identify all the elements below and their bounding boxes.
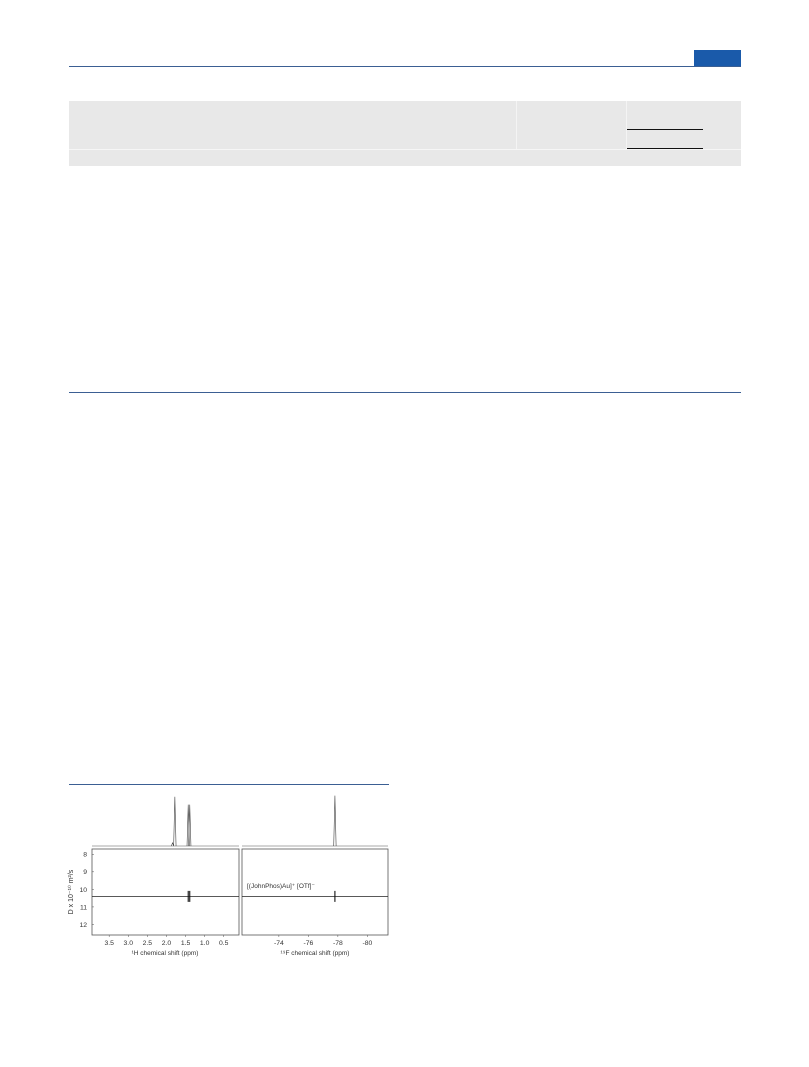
figure-rule [69,784,389,785]
right-x-tick-label: -80 [362,940,373,947]
table-rule [627,129,703,130]
left-x-tick-label: 3.0 [123,940,133,947]
compound-label: [(JohnPhos)Au]⁺ [OTf]⁻ [247,883,315,890]
right-x-tick-label: -76 [303,940,314,947]
left-projection-spectrum [92,797,239,846]
left-x-axis-label: ¹H chemical shift (ppm) [131,950,199,957]
dosy-plot [60,788,395,968]
left-spectrum-peak [174,797,176,846]
table-row-divider [69,149,741,150]
left-x-tick-label: 2.5 [142,940,153,947]
table-column-divider [626,101,627,149]
section-rule [69,392,741,393]
right-2d-plot [242,891,388,902]
left-plot-frame [92,849,239,935]
header-tab [694,50,741,66]
right-x-tick-label: -78 [332,940,343,947]
right-x-axis-ticks [274,935,373,947]
left-x-tick-label: 3.5 [104,940,114,947]
right-x-axis-label: ¹⁹F chemical shift (ppm) [280,950,350,957]
y-tick-label: 10 [79,886,87,894]
left-2d-plot [92,891,239,902]
table-column-divider [516,101,517,149]
y-tick-label: 11 [79,904,87,912]
dosy-figure [60,788,395,968]
y-tick-label: 9 [83,869,87,877]
left-x-tick-label: 1.5 [180,940,191,947]
right-projection-spectrum [242,796,388,846]
y-tick-label: 12 [79,921,87,929]
table-placeholder [69,101,741,166]
left-x-tick-label: 0.5 [219,940,229,947]
y-axis-label: D x 10⁻¹⁰ m²/s [68,869,75,915]
header-rule [69,66,741,67]
right-x-tick-label: -74 [273,940,284,947]
y-tick-label: 8 [83,851,87,859]
right-spectrum-peak [334,796,336,846]
left-spectrum-peak [189,805,191,846]
left-x-axis-ticks [104,935,228,947]
left-x-tick-label: 2.0 [161,940,172,947]
right-plot-frame [242,849,388,935]
left-x-tick-label: 1.0 [199,940,210,947]
